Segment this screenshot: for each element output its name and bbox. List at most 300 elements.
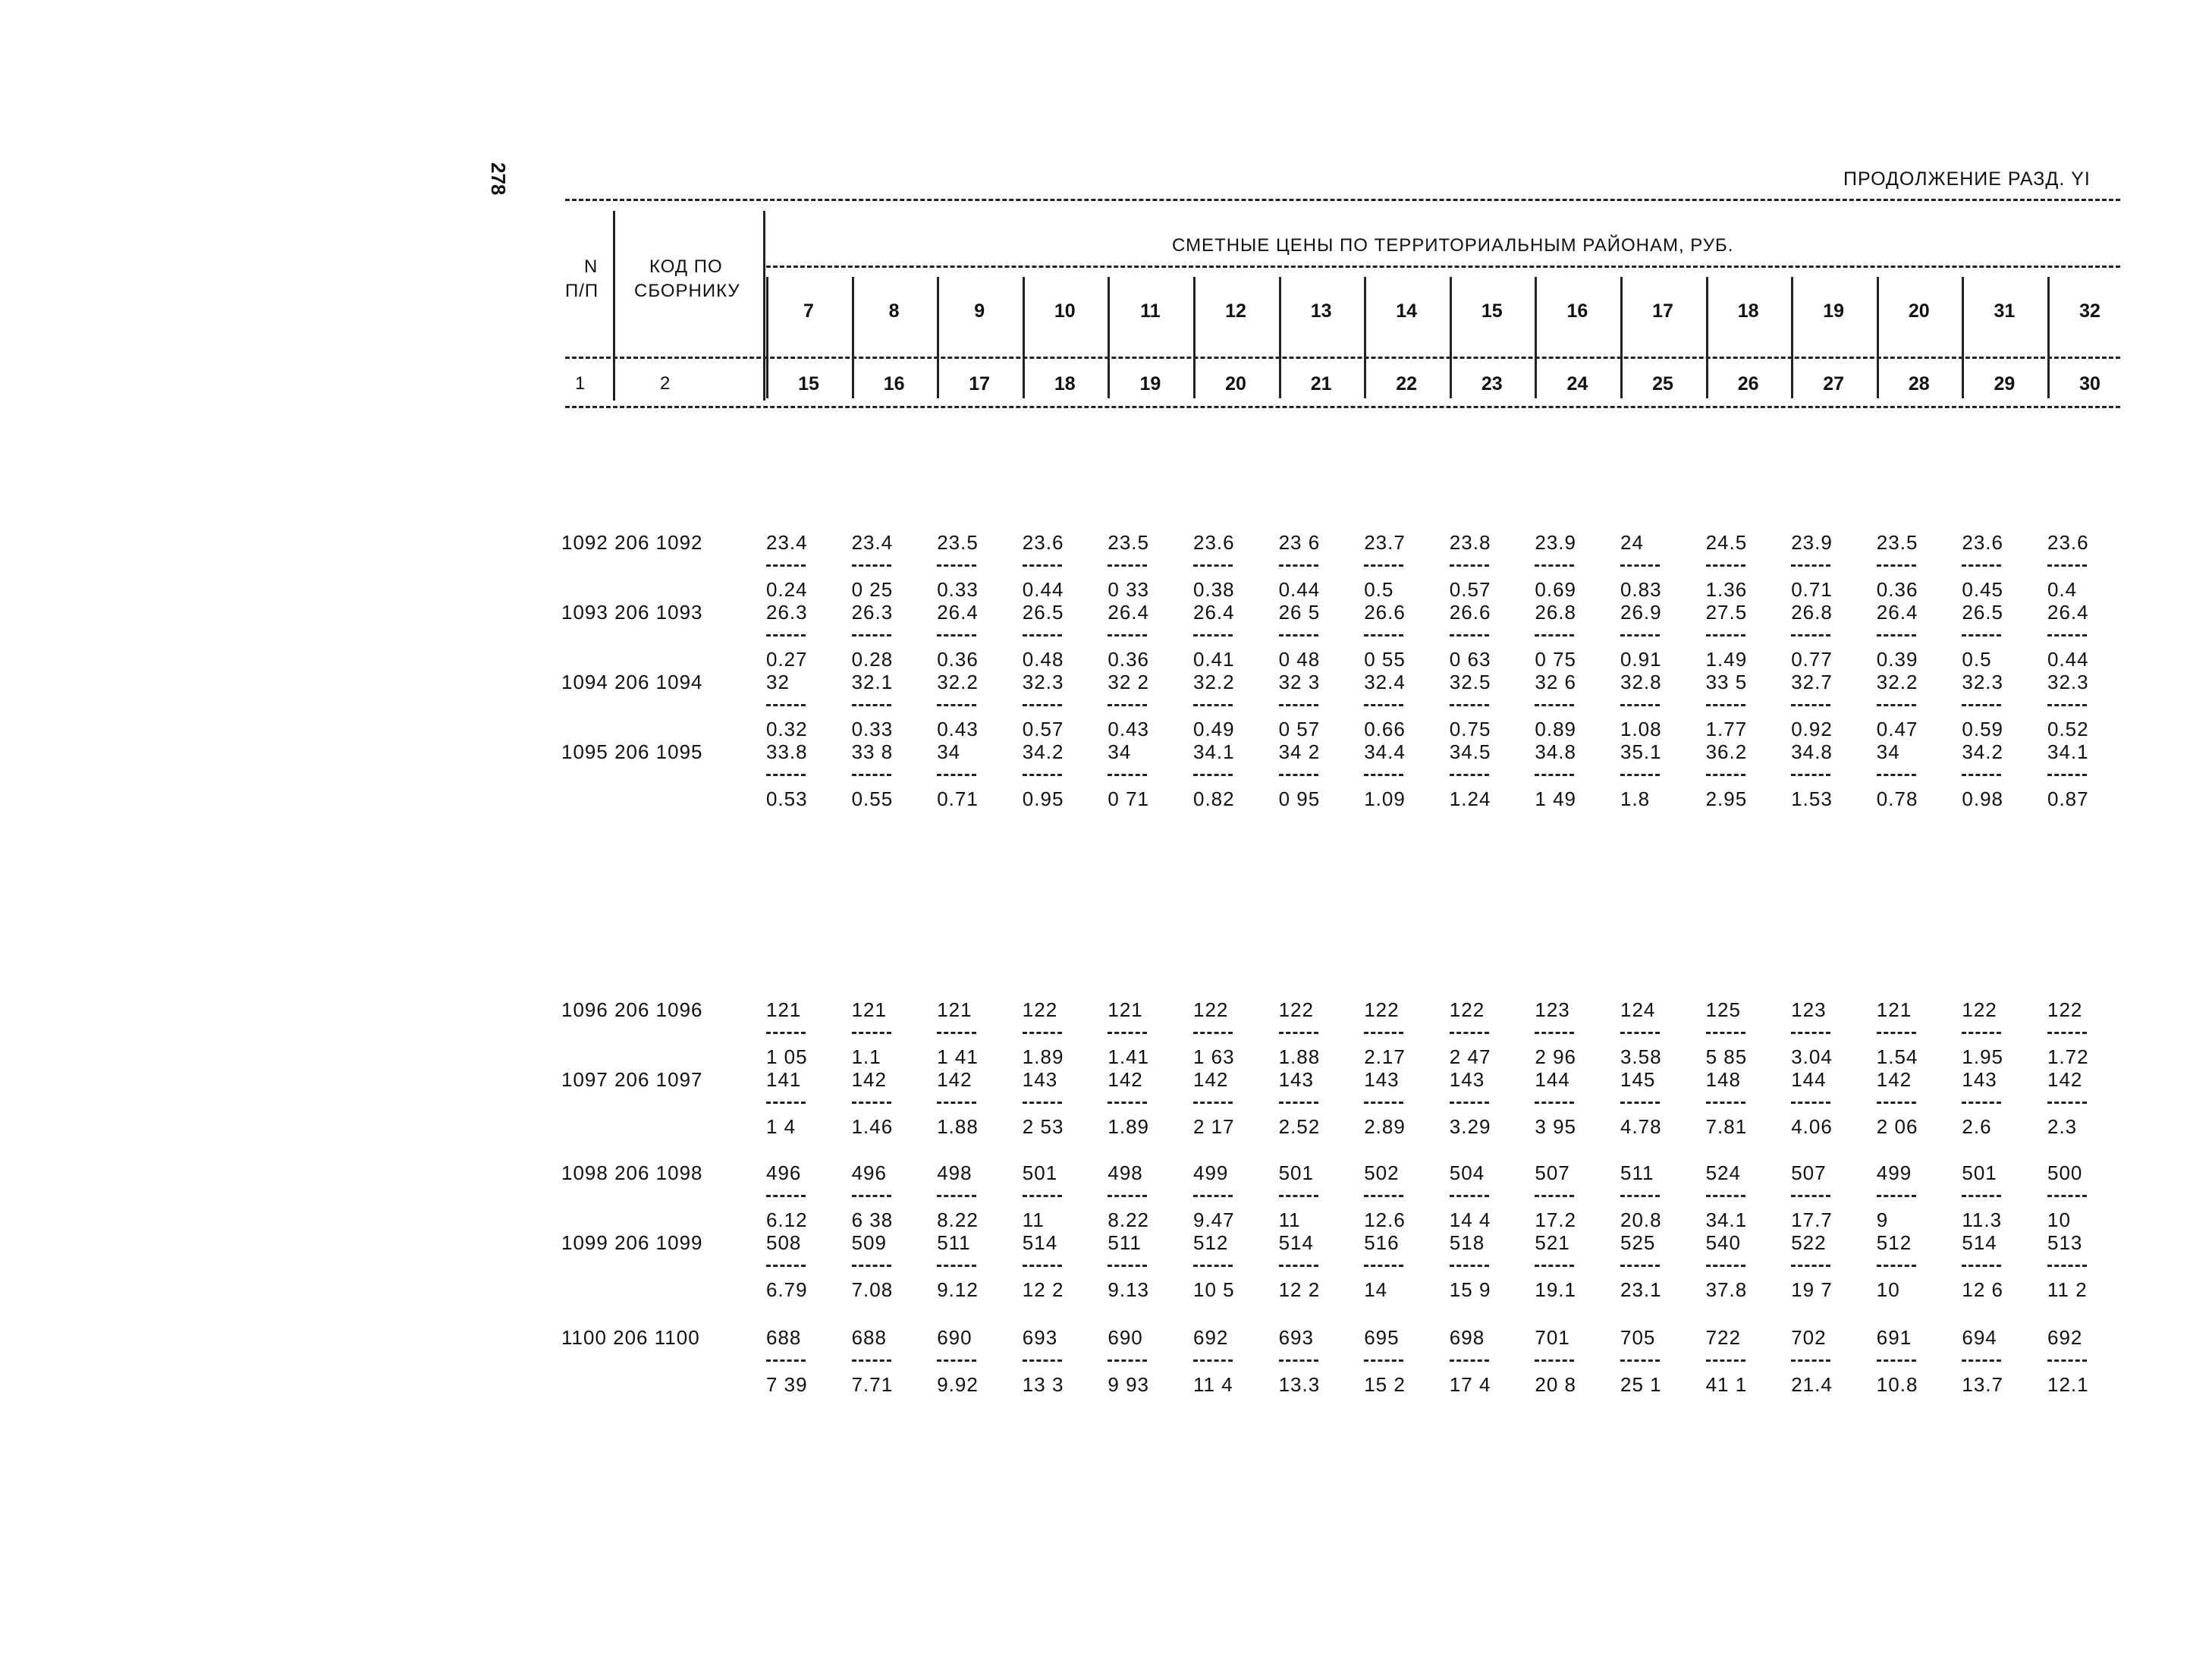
price-value: 34 xyxy=(937,740,961,763)
price-sub-value: 1 4 xyxy=(766,1115,797,1138)
price-sub-value: 1.49 xyxy=(1705,648,1748,671)
price-value: 698 xyxy=(1449,1326,1485,1349)
fraction-line xyxy=(937,634,976,636)
price-value: 23.6 xyxy=(1193,531,1235,554)
price-sub-value: 10.8 xyxy=(1876,1373,1918,1396)
district-col-separator xyxy=(1706,277,1708,398)
fraction-line xyxy=(1193,634,1233,636)
price-sub-value: 13.7 xyxy=(1962,1373,2003,1396)
price-sub-value: 0.36 xyxy=(937,648,979,671)
price-value: 121 xyxy=(1108,998,1143,1021)
price-sub-value: 2.6 xyxy=(1962,1115,1992,1138)
price-sub-value: 3 95 xyxy=(1535,1115,1576,1138)
price-value: 525 xyxy=(1620,1231,1656,1254)
price-sub-value: 11.3 xyxy=(1962,1209,2003,1231)
fraction-line xyxy=(1364,1195,1403,1197)
price-value: 34 xyxy=(1876,740,1900,763)
fraction-line xyxy=(1364,704,1403,706)
price-sub-value: 0.87 xyxy=(2047,787,2089,810)
prices-title-rule xyxy=(766,266,2120,268)
price-sub-value: 9 xyxy=(1876,1209,1889,1231)
price-value: 121 xyxy=(937,998,972,1021)
col-number-2: 2 xyxy=(660,373,671,394)
fraction-line xyxy=(1877,1032,1916,1034)
district-header-10: 10 xyxy=(1054,300,1076,322)
price-value: 498 xyxy=(1108,1161,1143,1184)
price-sub-value: 3.04 xyxy=(1791,1045,1833,1068)
price-value: 122 xyxy=(1193,998,1229,1021)
fraction-line xyxy=(1535,564,1574,567)
header-n-sub-label: П/П xyxy=(565,281,599,301)
price-sub-value: 3.58 xyxy=(1620,1045,1662,1068)
price-sub-value: 2 53 xyxy=(1022,1115,1064,1138)
fraction-line xyxy=(1791,1032,1830,1034)
price-value: 26.9 xyxy=(1620,601,1662,624)
price-sub-value: 2.89 xyxy=(1364,1115,1406,1138)
fraction-line xyxy=(1620,634,1660,636)
fraction-line xyxy=(1535,704,1574,706)
price-sub-value: 0.33 xyxy=(937,578,979,601)
price-value: 498 xyxy=(937,1161,972,1184)
price-sub-value: 11 4 xyxy=(1193,1373,1233,1396)
fraction-line xyxy=(2047,704,2087,706)
price-value: 32 3 xyxy=(1278,671,1321,693)
price-value: 143 xyxy=(1278,1068,1314,1091)
price-value: 499 xyxy=(1193,1161,1229,1184)
price-value: 540 xyxy=(1705,1231,1741,1254)
price-sub-value: 13.3 xyxy=(1278,1373,1321,1396)
price-sub-value: 0.47 xyxy=(1876,718,1918,740)
price-value: 501 xyxy=(1022,1161,1058,1184)
fraction-line xyxy=(1450,1359,1489,1362)
price-value: 122 xyxy=(1364,998,1400,1021)
price-sub-value: 0.39 xyxy=(1876,648,1918,671)
price-sub-value: 9.12 xyxy=(937,1278,979,1301)
fraction-line xyxy=(766,1102,806,1104)
price-value: 34.2 xyxy=(1022,740,1064,763)
price-value: 145 xyxy=(1620,1068,1656,1091)
price-sub-value: 0 55 xyxy=(1364,648,1406,671)
fraction-line xyxy=(1962,1102,2001,1104)
fraction-line xyxy=(1706,1195,1745,1197)
price-value: 23.8 xyxy=(1449,531,1491,554)
price-sub-value: 0.44 xyxy=(1278,578,1321,601)
price-value: 124 xyxy=(1620,998,1656,1021)
fraction-line xyxy=(766,1032,806,1034)
price-value: 26.4 xyxy=(937,601,979,624)
row-code: 1098 206 1098 xyxy=(561,1161,703,1184)
district-header-17: 17 xyxy=(1652,300,1673,322)
price-sub-value: 0.41 xyxy=(1193,648,1235,671)
price-sub-value: 10 xyxy=(1876,1278,1900,1301)
price-sub-value: 21.4 xyxy=(1791,1373,1833,1396)
price-value: 121 xyxy=(851,998,887,1021)
price-sub-value: 14 4 xyxy=(1449,1209,1491,1231)
price-sub-value: 17 4 xyxy=(1449,1373,1491,1396)
price-sub-value: 0.45 xyxy=(1962,578,2003,601)
district-header-12: 12 xyxy=(1225,300,1246,322)
price-value: 34.1 xyxy=(2047,740,2089,763)
district-col-separator xyxy=(1791,277,1793,398)
header-code-sub-label: СБОРНИКУ xyxy=(634,281,740,301)
price-value: 32.3 xyxy=(1022,671,1064,693)
header-n-label: N xyxy=(584,256,599,277)
fraction-line xyxy=(1108,564,1147,567)
price-value: 693 xyxy=(1278,1326,1314,1349)
price-value: 34.8 xyxy=(1791,740,1833,763)
price-value: 26.5 xyxy=(1022,601,1064,624)
fraction-line xyxy=(2047,1102,2087,1104)
fraction-line xyxy=(1023,564,1062,567)
price-value: 23.5 xyxy=(937,531,979,554)
col-separator xyxy=(763,211,765,401)
col-number-19: 19 xyxy=(1139,373,1161,394)
price-value: 33 8 xyxy=(851,740,894,763)
price-value: 34.5 xyxy=(1449,740,1491,763)
col-number-29: 29 xyxy=(1994,373,2016,394)
fraction-line xyxy=(1877,1102,1916,1104)
price-value: 504 xyxy=(1449,1161,1485,1184)
price-value: 142 xyxy=(1876,1068,1912,1091)
header-code-label: КОД ПО xyxy=(649,256,723,277)
fraction-line xyxy=(2047,634,2087,636)
price-sub-value: 1.88 xyxy=(1278,1045,1321,1068)
fraction-line xyxy=(1791,774,1830,776)
price-value: 32 6 xyxy=(1535,671,1576,693)
prices-title: СМЕТНЫЕ ЦЕНЫ ПО ТЕРРИТОРИАЛЬНЫМ РАЙОНАМ, РУБ. xyxy=(1172,235,1734,256)
price-value: 32.2 xyxy=(1876,671,1918,693)
fraction-line xyxy=(1279,774,1318,776)
fraction-line xyxy=(1877,774,1916,776)
district-header-15: 15 xyxy=(1481,300,1503,322)
fraction-line xyxy=(852,1102,891,1104)
price-sub-value: 0.71 xyxy=(937,787,979,810)
price-value: 26.5 xyxy=(1962,601,2003,624)
price-value: 512 xyxy=(1193,1231,1229,1254)
fraction-line xyxy=(852,634,891,636)
price-value: 34 xyxy=(1108,740,1132,763)
col-number-27: 27 xyxy=(1823,373,1845,394)
price-value: 524 xyxy=(1705,1161,1741,1184)
price-sub-value: 0 95 xyxy=(1278,787,1321,810)
price-value: 32.2 xyxy=(937,671,979,693)
fraction-line xyxy=(1706,564,1745,567)
fraction-line xyxy=(1535,634,1574,636)
price-value: 512 xyxy=(1876,1231,1912,1254)
price-sub-value: 6.12 xyxy=(766,1209,808,1231)
price-value: 26.4 xyxy=(1876,601,1918,624)
price-value: 511 xyxy=(937,1231,971,1254)
fraction-line xyxy=(766,564,806,567)
price-sub-value: 6.79 xyxy=(766,1278,808,1301)
price-value: 23.7 xyxy=(1364,531,1406,554)
district-header-8: 8 xyxy=(888,300,900,322)
fraction-line xyxy=(1193,1102,1233,1104)
price-value: 24 xyxy=(1620,531,1644,554)
price-sub-value: 0.75 xyxy=(1449,718,1491,740)
section-continuation-title: ПРОДОЛЖЕНИЕ РАЗД. YI xyxy=(1843,168,2091,190)
price-sub-value: 0.43 xyxy=(937,718,979,740)
price-sub-value: 2.17 xyxy=(1364,1045,1406,1068)
district-header-18: 18 xyxy=(1737,300,1759,322)
fraction-line xyxy=(766,1265,806,1267)
col-number-23: 23 xyxy=(1481,373,1503,394)
fraction-line xyxy=(1962,704,2001,706)
fraction-line xyxy=(1023,1359,1062,1362)
col-number-22: 22 xyxy=(1396,373,1418,394)
price-value: 511 xyxy=(1620,1161,1654,1184)
fraction-line xyxy=(852,1032,891,1034)
district-col-separator xyxy=(1193,277,1196,398)
price-value: 26.4 xyxy=(2047,601,2089,624)
fraction-line xyxy=(1877,1359,1916,1362)
district-header-14: 14 xyxy=(1396,300,1418,322)
fraction-line xyxy=(2047,1265,2087,1267)
fraction-line xyxy=(1791,634,1830,636)
price-value: 501 xyxy=(1962,1161,1997,1184)
price-value: 32.3 xyxy=(1962,671,2003,693)
fraction-line xyxy=(1962,1195,2001,1197)
price-value: 690 xyxy=(937,1326,972,1349)
price-value: 23.6 xyxy=(2047,531,2089,554)
district-col-separator xyxy=(1535,277,1537,398)
price-value: 142 xyxy=(851,1068,887,1091)
price-sub-value: 7.08 xyxy=(851,1278,894,1301)
price-value: 32 xyxy=(766,671,790,693)
fraction-line xyxy=(1023,1265,1062,1267)
district-col-separator xyxy=(2047,277,2050,398)
price-sub-value: 0 75 xyxy=(1535,648,1576,671)
fraction-line xyxy=(1364,774,1403,776)
col-number-30: 30 xyxy=(2079,373,2100,394)
price-sub-value: 34.1 xyxy=(1705,1209,1748,1231)
price-sub-value: 0.49 xyxy=(1193,718,1235,740)
price-sub-value: 0.59 xyxy=(1962,718,2003,740)
price-sub-value: 9.47 xyxy=(1193,1209,1235,1231)
fraction-line xyxy=(1962,1265,2001,1267)
price-sub-value: 0.28 xyxy=(851,648,894,671)
price-value: 122 xyxy=(1278,998,1314,1021)
fraction-line xyxy=(1279,1359,1318,1362)
price-value: 122 xyxy=(2047,998,2083,1021)
price-value: 27.5 xyxy=(1705,601,1748,624)
price-sub-value: 1 05 xyxy=(766,1045,808,1068)
price-sub-value: 9.13 xyxy=(1108,1278,1149,1301)
fraction-line xyxy=(937,1032,976,1034)
col-number-1: 1 xyxy=(575,373,586,394)
price-sub-value: 1.46 xyxy=(851,1115,894,1138)
fraction-line xyxy=(1364,1102,1403,1104)
fraction-line xyxy=(1620,1265,1660,1267)
col-number-26: 26 xyxy=(1737,373,1759,394)
price-sub-value: 2 06 xyxy=(1876,1115,1918,1138)
header-top-rule xyxy=(565,199,2120,201)
price-value: 141 xyxy=(766,1068,802,1091)
fraction-line xyxy=(1279,1195,1318,1197)
price-sub-value: 0 48 xyxy=(1278,648,1321,671)
col-number-20: 20 xyxy=(1225,373,1246,394)
fraction-line xyxy=(766,774,806,776)
fraction-line xyxy=(1706,774,1745,776)
price-sub-value: 0.69 xyxy=(1535,578,1576,601)
price-value: 121 xyxy=(1876,998,1912,1021)
price-sub-value: 14 xyxy=(1364,1278,1388,1301)
price-sub-value: 12.1 xyxy=(2047,1373,2089,1396)
price-value: 23.9 xyxy=(1535,531,1576,554)
price-value: 722 xyxy=(1705,1326,1741,1349)
price-sub-value: 1.72 xyxy=(2047,1045,2089,1068)
price-value: 26.8 xyxy=(1535,601,1576,624)
price-sub-value: 0.78 xyxy=(1876,787,1918,810)
price-value: 26.3 xyxy=(766,601,808,624)
fraction-line xyxy=(1620,1195,1660,1197)
district-col-separator xyxy=(852,277,854,398)
price-sub-value: 0.98 xyxy=(1962,787,2003,810)
price-value: 509 xyxy=(851,1231,887,1254)
price-sub-value: 5 85 xyxy=(1705,1045,1748,1068)
district-header-19: 19 xyxy=(1823,300,1845,322)
fraction-line xyxy=(1279,634,1318,636)
fraction-line xyxy=(1450,1195,1489,1197)
fraction-line xyxy=(1877,564,1916,567)
fraction-line xyxy=(937,564,976,567)
district-header-9: 9 xyxy=(974,300,985,322)
fraction-line xyxy=(1620,774,1660,776)
price-sub-value: 8.22 xyxy=(1108,1209,1149,1231)
price-sub-value: 13 3 xyxy=(1022,1373,1064,1396)
price-sub-value: 0.57 xyxy=(1449,578,1491,601)
price-sub-value: 10 xyxy=(2047,1209,2071,1231)
price-sub-value: 1.08 xyxy=(1620,718,1662,740)
price-sub-value: 0.48 xyxy=(1022,648,1064,671)
col-number-24: 24 xyxy=(1566,373,1588,394)
price-sub-value: 0.32 xyxy=(766,718,808,740)
row-code: 1092 206 1092 xyxy=(561,531,703,554)
price-value: 32.8 xyxy=(1620,671,1662,693)
fraction-line xyxy=(852,564,891,567)
price-value: 148 xyxy=(1705,1068,1741,1091)
price-value: 691 xyxy=(1876,1326,1912,1349)
fraction-line xyxy=(1364,1032,1403,1034)
price-sub-value: 0.27 xyxy=(766,648,808,671)
district-col-separator xyxy=(766,277,768,398)
fraction-line xyxy=(1108,1359,1147,1362)
price-sub-value: 1.41 xyxy=(1108,1045,1149,1068)
fraction-line xyxy=(1279,1265,1318,1267)
fraction-line xyxy=(1706,634,1745,636)
fraction-line xyxy=(852,704,891,706)
price-sub-value: 0 25 xyxy=(851,578,894,601)
price-value: 507 xyxy=(1791,1161,1827,1184)
price-value: 518 xyxy=(1449,1231,1485,1254)
price-sub-value: 0.55 xyxy=(851,787,894,810)
price-sub-value: 10 5 xyxy=(1193,1278,1235,1301)
page-number: 278 xyxy=(487,162,510,196)
price-value: 23.4 xyxy=(766,531,808,554)
price-value: 36.2 xyxy=(1705,740,1748,763)
fraction-line xyxy=(1962,634,2001,636)
price-sub-value: 37.8 xyxy=(1705,1278,1748,1301)
price-sub-value: 2.95 xyxy=(1705,787,1748,810)
fraction-line xyxy=(1450,1032,1489,1034)
fraction-line xyxy=(1620,1359,1660,1362)
price-sub-value: 0.52 xyxy=(2047,718,2089,740)
price-sub-value: 0.77 xyxy=(1791,648,1833,671)
price-value: 142 xyxy=(937,1068,972,1091)
price-value: 511 xyxy=(1108,1231,1142,1254)
price-value: 123 xyxy=(1791,998,1827,1021)
price-value: 694 xyxy=(1962,1326,1997,1349)
fraction-line xyxy=(766,634,806,636)
row-code: 1094 206 1094 xyxy=(561,671,703,693)
price-value: 122 xyxy=(1449,998,1485,1021)
district-col-separator xyxy=(1364,277,1366,398)
price-sub-value: 6 38 xyxy=(851,1209,894,1231)
price-value: 122 xyxy=(1962,998,1997,1021)
fraction-line xyxy=(1108,1265,1147,1267)
price-sub-value: 0.24 xyxy=(766,578,808,601)
district-col-separator xyxy=(1023,277,1025,398)
price-value: 143 xyxy=(1364,1068,1400,1091)
fraction-line xyxy=(1706,1265,1745,1267)
fraction-line xyxy=(1193,564,1233,567)
fraction-line xyxy=(1193,1359,1233,1362)
price-sub-value: 1 63 xyxy=(1193,1045,1235,1068)
price-value: 23.5 xyxy=(1108,531,1149,554)
fraction-line xyxy=(1791,1359,1830,1362)
price-sub-value: 0.71 xyxy=(1791,578,1833,601)
district-col-separator xyxy=(1877,277,1879,398)
fraction-line xyxy=(1193,1265,1233,1267)
fraction-line xyxy=(1279,1032,1318,1034)
price-sub-value: 0.92 xyxy=(1791,718,1833,740)
fraction-line xyxy=(1193,704,1233,706)
price-value: 690 xyxy=(1108,1326,1143,1349)
price-value: 32.7 xyxy=(1791,671,1833,693)
price-sub-value: 1.89 xyxy=(1022,1045,1064,1068)
price-value: 26 5 xyxy=(1278,601,1321,624)
price-sub-value: 11 xyxy=(1278,1209,1301,1231)
price-sub-value: 1.88 xyxy=(937,1115,979,1138)
price-sub-value: 1.36 xyxy=(1705,578,1748,601)
fraction-line xyxy=(1535,774,1574,776)
fraction-line xyxy=(1364,634,1403,636)
col-number-16: 16 xyxy=(883,373,905,394)
price-value: 514 xyxy=(1278,1231,1314,1254)
fraction-line xyxy=(1023,704,1062,706)
price-sub-value: 0.82 xyxy=(1193,787,1235,810)
fraction-line xyxy=(1535,1102,1574,1104)
price-value: 144 xyxy=(1535,1068,1570,1091)
price-sub-value: 0.91 xyxy=(1620,648,1662,671)
price-value: 688 xyxy=(766,1326,802,1349)
price-value: 26.8 xyxy=(1791,601,1833,624)
fraction-line xyxy=(1877,1265,1916,1267)
price-value: 522 xyxy=(1791,1231,1827,1254)
price-sub-value: 12.6 xyxy=(1364,1209,1406,1231)
fraction-line xyxy=(1364,1359,1403,1362)
price-sub-value: 0 63 xyxy=(1449,648,1491,671)
price-value: 513 xyxy=(2047,1231,2083,1254)
fraction-line xyxy=(1620,704,1660,706)
price-sub-value: 23.1 xyxy=(1620,1278,1662,1301)
price-sub-value: 12 6 xyxy=(1962,1278,2003,1301)
price-sub-value: 1.89 xyxy=(1108,1115,1149,1138)
price-value: 143 xyxy=(1962,1068,1997,1091)
fraction-line xyxy=(1962,1032,2001,1034)
price-value: 508 xyxy=(766,1231,802,1254)
price-sub-value: 4.06 xyxy=(1791,1115,1833,1138)
